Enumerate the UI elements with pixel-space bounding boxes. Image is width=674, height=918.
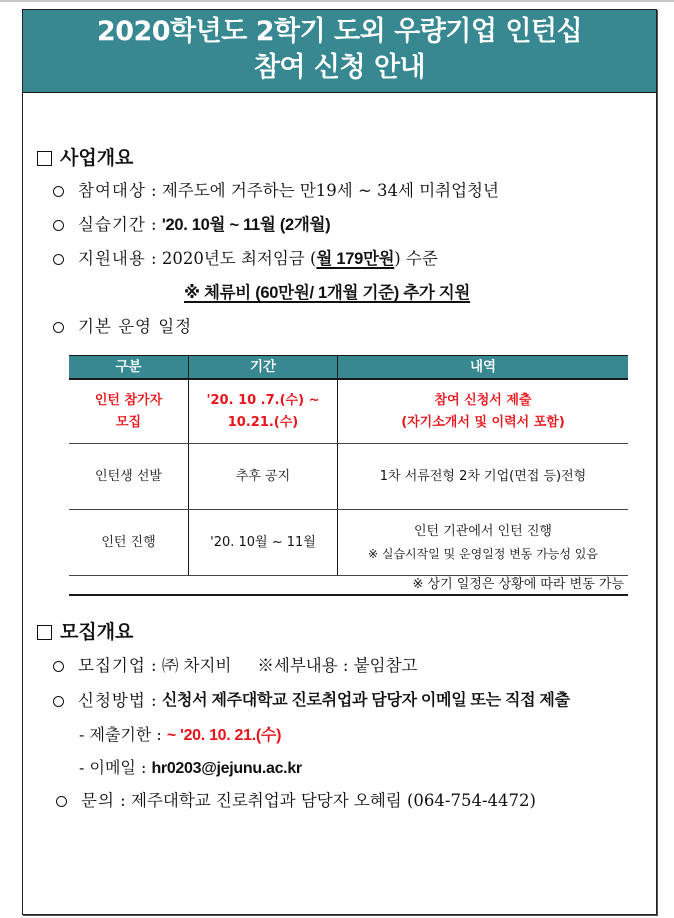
recruitment-company: 모집기업 : ㈜ 차지비 ※세부내용 : 붙임참고 [53, 655, 417, 677]
field-label: 신청방법 [78, 691, 146, 710]
category-cell: 인턴 참가자 모집 [69, 380, 189, 443]
circle-bullet-icon [53, 220, 64, 231]
overview-support: 지원내용 : 2020년도 최저임금 ( 월 179만원 ) 수준 [53, 248, 438, 270]
title-banner [23, 10, 656, 93]
overview-schedule-label [53, 316, 192, 338]
recruitment-method: 신청방법 : 신청서 제주대학교 진로취업과 담당자 이메일 또는 직접 제출 [53, 690, 570, 712]
stay-allowance-note: ※ 체류비 (60만원/ 1개월 기준) 추가 지원 [184, 284, 471, 302]
field-label: - 제출기한 : [79, 725, 162, 744]
company-name: ㈜ 차지비 [161, 656, 232, 675]
schedule-footnote: ※ 상기 일정은 상황에 따라 변동 가능 [69, 576, 628, 596]
schedule-table [69, 355, 628, 596]
overview-period: 실습기간 : '20. 10월 ~ 11월 (2개월) [53, 214, 330, 236]
circle-bullet-icon [53, 254, 64, 265]
field-label: 모집기업 [78, 656, 146, 675]
title-line-1: 2020학년도 2학기 도외 우량기업 인턴십 [96, 16, 583, 47]
title-line-2: 참여 신청 안내 [253, 52, 426, 83]
category-cell: 인턴 진행 [69, 510, 189, 575]
column-header: 구분 [69, 356, 189, 378]
recruitment-email [79, 757, 302, 780]
field-label: 지원내용 [78, 249, 146, 268]
category-cell: 인턴생 선발 [69, 444, 189, 509]
field-label: 참여대상 [78, 181, 146, 200]
square-bullet-icon [37, 151, 52, 166]
contact-value: 제주대학교 진로취업과 담당자 오혜림 (064-754-4472) [130, 791, 536, 810]
circle-bullet-icon [53, 322, 64, 333]
table-header-row [69, 355, 628, 380]
period-cell: '20. 10월 ~ 11월 [189, 510, 338, 575]
application-method: 신청서 제주대학교 진로취업과 담당자 이메일 또는 직접 제출 [161, 692, 570, 709]
email-link[interactable]: hr0203@jejunu.ac.kr [151, 760, 302, 777]
detail-cell: 참여 신청서 제출 (자기소개서 및 이력서 포함) [401, 392, 565, 430]
table-row [69, 510, 628, 576]
field-label: 기본 운영 일정 [78, 317, 193, 336]
field-value: '20. 10월 ~ 11월 (2개월) [161, 216, 331, 234]
detail-cell: 인턴 기관에서 인턴 진행 ※ 실습시작일 및 운영일정 변동 가능성 있음 [367, 523, 598, 561]
section-heading-overview [37, 146, 133, 170]
top-divider [0, 0, 674, 2]
period-cell: '20. 10 .7.(수) ~ 10.21.(수) [189, 380, 338, 443]
column-header: 내역 [469, 359, 497, 375]
period-cell: 추후 공지 [189, 444, 338, 509]
column-header: 기간 [189, 356, 338, 378]
field-label: 실습기간 [78, 215, 146, 234]
overview-target: 참여대상 : 제주도에 거주하는 만19세 ~ 34세 미취업청년 [53, 180, 499, 202]
notice-document [22, 9, 657, 915]
field-label: - 이메일 : [79, 758, 147, 777]
circle-bullet-icon [53, 696, 64, 707]
field-label: 문의 [81, 791, 115, 810]
support-suffix: ) 수준 [394, 249, 438, 268]
overview-support-extra [184, 282, 470, 304]
field-value: 제주도에 거주하는 만19세 ~ 34세 미취업청년 [161, 181, 499, 200]
circle-bullet-icon [53, 661, 64, 672]
detail-cell: 1차 서류전형 2차 기업(면접 등)전형 [379, 468, 587, 484]
circle-bullet-icon [53, 186, 64, 197]
section-heading-recruitment [37, 620, 133, 644]
circle-bullet-icon [56, 796, 67, 807]
section-title: 사업개요 [60, 147, 134, 169]
wage-highlight: 월 179만원 [316, 250, 395, 268]
deadline-value: ~ '20. 10. 21.(수) [166, 727, 282, 744]
support-prefix: 2020년도 최저임금 ( [161, 249, 317, 268]
table-row [69, 380, 628, 444]
recruitment-deadline [79, 724, 281, 747]
square-bullet-icon [37, 625, 52, 640]
attachment-note: ※세부내용 : 붙임참고 [257, 656, 418, 675]
recruitment-contact: 문의 : 제주대학교 진로취업과 담당자 오혜림 (064-754-4472) [56, 790, 536, 812]
section-title: 모집개요 [60, 621, 134, 643]
table-row [69, 444, 628, 510]
